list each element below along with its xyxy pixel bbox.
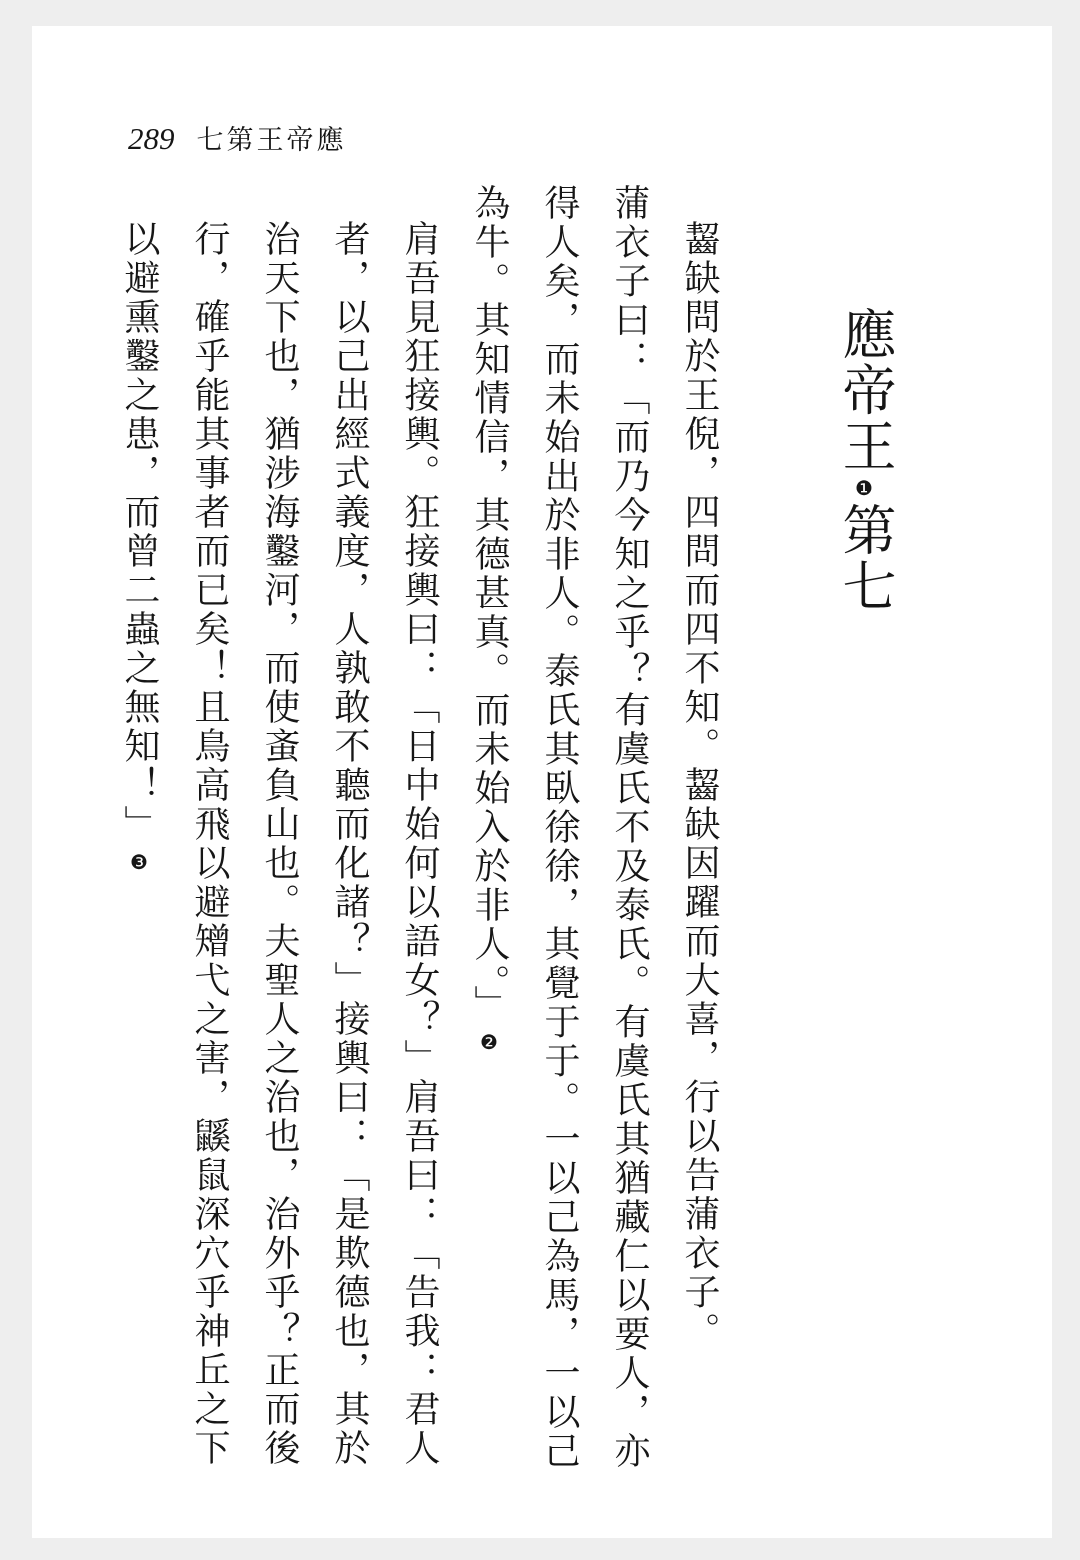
chapter-title bbox=[834, 306, 897, 614]
footnote-marker: ❶ bbox=[855, 476, 875, 500]
paragraph-1 bbox=[664, 184, 734, 1484]
footnote-marker: ❸ bbox=[127, 850, 151, 877]
paragraph-text: 齧缺問於王倪，四問而四不知。齧缺因躍而大喜，行以告蒲衣子。 bbox=[679, 220, 720, 1351]
paragraph-2 bbox=[454, 184, 664, 1484]
paragraph-text: 蒲衣子曰：「而乃今知之乎？有虞氏不及泰氏。有虞氏其猶藏仁以要人，亦得人矣，而未始出於非人。泰氏其臥徐徐，其覺于于。一以己為馬，一以己為牛。其知情信，其德甚真。而未始入於非人。」 bbox=[469, 184, 650, 1471]
paragraph-3 bbox=[104, 184, 454, 1484]
chapter-title-main: 應帝王 bbox=[834, 306, 897, 474]
chapter-title-number: 第七 bbox=[834, 502, 897, 614]
paragraph-text: 肩吾見狂接輿。狂接輿曰：「日中始何以語女？」肩吾曰：「告我：君人者，以己出經式義度，人孰敢不聽而化諸？」接輿曰：「是欺德也，其於治天下也，猶涉海鑿河，而使蚉負山也。夫聖人之治也，治外乎？正而後行，確乎能其事者而已矣！且鳥高飛以避矰弋之害，鼷鼠深穴乎神丘之下以避熏鑿之患，而曾二蟲之無知！」 bbox=[119, 220, 440, 1468]
page-header bbox=[128, 118, 347, 157]
page-number: 289 bbox=[128, 121, 175, 156]
footnote-marker: ❷ bbox=[477, 1030, 501, 1057]
book-page bbox=[32, 26, 1052, 1538]
body-text bbox=[119, 184, 734, 1484]
running-head: 七第王帝應 bbox=[196, 125, 347, 156]
